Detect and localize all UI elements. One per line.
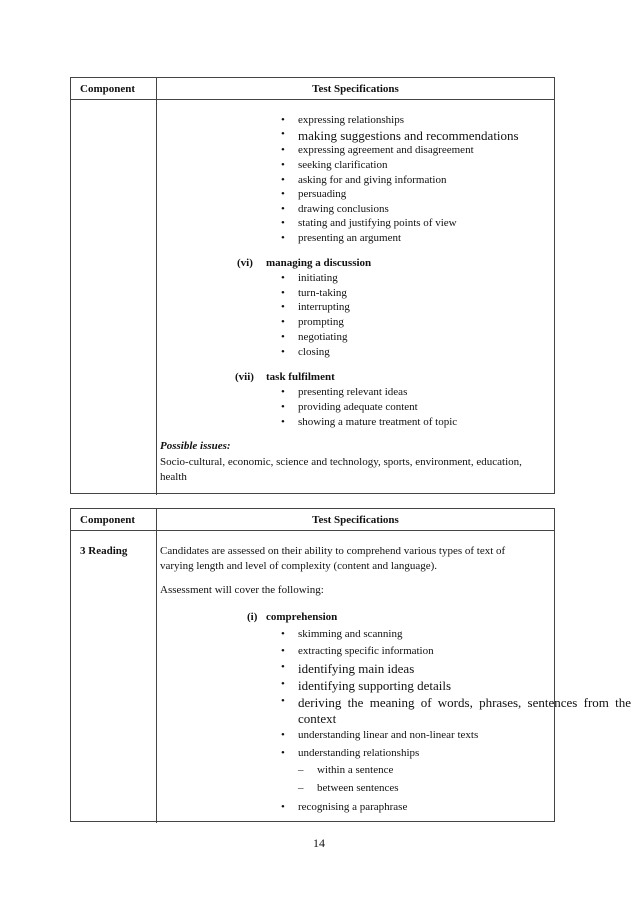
list-item: • seeking clarification [298, 159, 388, 171]
list-item: • recognising a paraphrase [298, 801, 407, 813]
table-header [71, 509, 554, 531]
sub-list-item: between sentences [317, 782, 399, 794]
list-item: • turn-taking [298, 287, 347, 299]
possible-issues-text-cont: health [160, 471, 187, 483]
table-header [71, 78, 554, 100]
header-component: Component [71, 509, 157, 530]
component-cell [71, 100, 157, 495]
list-item: • expressing relationships [298, 114, 404, 126]
list-item: • negotiating [298, 331, 348, 343]
possible-issues-text: Socio-cultural, economic, science and technology, sports, environment, education, [160, 456, 522, 468]
list-item: • asking for and giving information [298, 174, 446, 186]
section-number-vi: (vi) [237, 257, 253, 269]
component-reading: 3 Reading [71, 531, 157, 823]
list-item: • drawing conclusions [298, 203, 389, 215]
list-item: • making suggestions and recommendations [298, 128, 519, 144]
page-number: 14 [313, 836, 325, 850]
section-title-comprehension: comprehension [266, 611, 338, 623]
list-item: • stating and justifying points of view [298, 217, 457, 229]
list-item: • providing adequate content [298, 401, 418, 413]
section-number-vii: (vii) [235, 371, 254, 383]
list-item: • identifying supporting details [298, 678, 451, 694]
list-item: • expressing agreement and disagreement [298, 144, 474, 156]
possible-issues-label: Possible issues: [160, 440, 231, 452]
header-component: Component [71, 78, 157, 99]
dash-marker: – [298, 764, 304, 776]
list-item: • skimming and scanning [298, 628, 403, 640]
dash-marker: – [298, 782, 304, 794]
list-item: • deriving the meaning of words, phrases, sentences from the [298, 695, 631, 711]
list-item: • presenting relevant ideas [298, 386, 407, 398]
list-item: • initiating [298, 272, 338, 284]
spec-table-speaking [70, 77, 555, 494]
list-item: • prompting [298, 316, 344, 328]
list-item: • identifying main ideas [298, 661, 414, 677]
list-item: • understanding relationships [298, 747, 419, 759]
header-test-specifications: Test Specifications [312, 514, 399, 526]
list-item: • showing a mature treatment of topic [298, 416, 457, 428]
spec-cell [157, 100, 554, 495]
section-number-i: (i) [247, 611, 258, 623]
list-item-cont: context [298, 711, 337, 726]
list-item: • closing [298, 346, 330, 358]
section-title-task-fulfilment: task fulfilment [266, 371, 335, 383]
list-item: • understanding linear and non-linear texts [298, 729, 478, 741]
list-item: • extracting specific information [298, 645, 434, 657]
list-item: • presenting an argument [298, 232, 401, 244]
intro-text: Candidates are assessed on their ability to comprehend various types of text of [160, 545, 506, 557]
intro-text-cont: varying length and level of complexity (content and language). [160, 560, 438, 572]
coverage-text: Assessment will cover the following: [160, 584, 324, 596]
list-item: • persuading [298, 188, 346, 200]
spec-table-reading [70, 508, 632, 822]
spec-cell [157, 531, 632, 823]
header-test-specifications: Test Specifications [312, 83, 399, 95]
sub-list-item: within a sentence [317, 764, 394, 776]
list-item: • interrupting [298, 301, 350, 313]
section-title-managing-discussion: managing a discussion [266, 257, 372, 269]
